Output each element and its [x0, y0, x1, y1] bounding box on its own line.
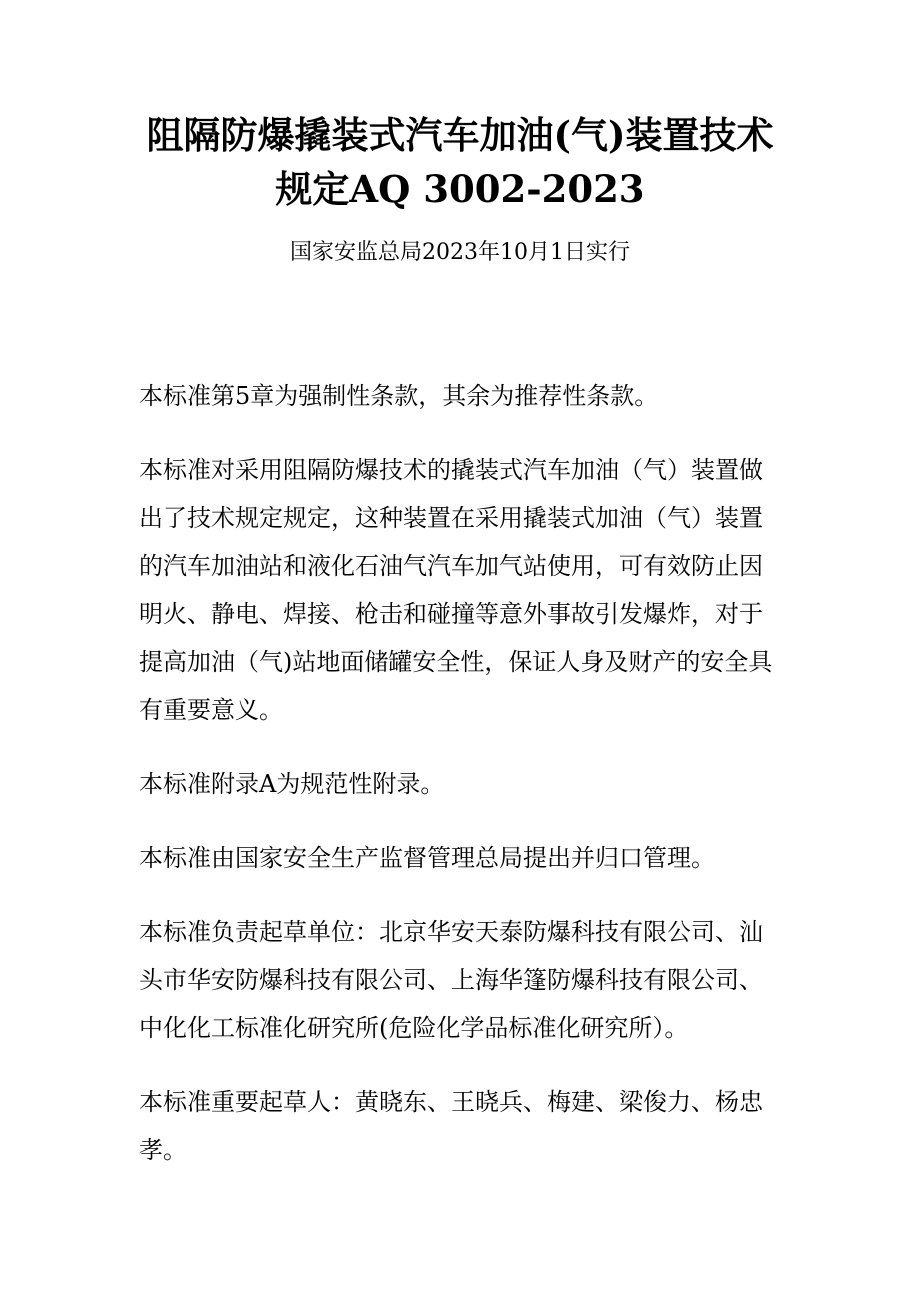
- paragraph-mandatory-clause: 本标准第5章为强制性条款，其余为推荐性条款。: [139, 382, 659, 410]
- title-line-1: 阻隔防爆撬装式汽车加油(气)装置技术: [146, 113, 774, 157]
- paragraph-drafters: 本标准重要起草人：黄晓东、王晓兵、梅建、梁俊力、杨忠孝。: [139, 1088, 763, 1164]
- document-subtitle: 国家安监总局2023年10月1日实行: [290, 240, 630, 265]
- paragraph-proposer: 本标准由国家安全生产监督管理总局提出并归口管理。: [139, 844, 715, 872]
- title-line-2: 规定AQ 3002-2023: [275, 167, 645, 211]
- paragraph-drafting-units: 本标准负责起草单位：北京华安天泰防爆科技有限公司、汕头市华安防爆科技有限公司、上海华篷防爆科技有限公司、中化化工标准化研究所(危险化学品标准化研究所）。: [139, 918, 763, 1042]
- document-title: [120, 108, 800, 216]
- paragraph-scope: 本标准对采用阻隔防爆技术的撬装式汽车加油（气）装置做出了技术规定规定，这种装置在采用撬装式加油（气）装置的汽车加油站和液化石油气汽车加气站使用，可有效防止因明火、静电、焊接、枪击和碰撞等意外事故引发爆炸，对于提高加油（气)站地面储罐安全性，保证人身及财产的安全具有重要意义。: [139, 456, 773, 724]
- document-body: [139, 372, 784, 1200]
- paragraph-appendix: 本标准附录A为规范性附录。: [139, 770, 445, 798]
